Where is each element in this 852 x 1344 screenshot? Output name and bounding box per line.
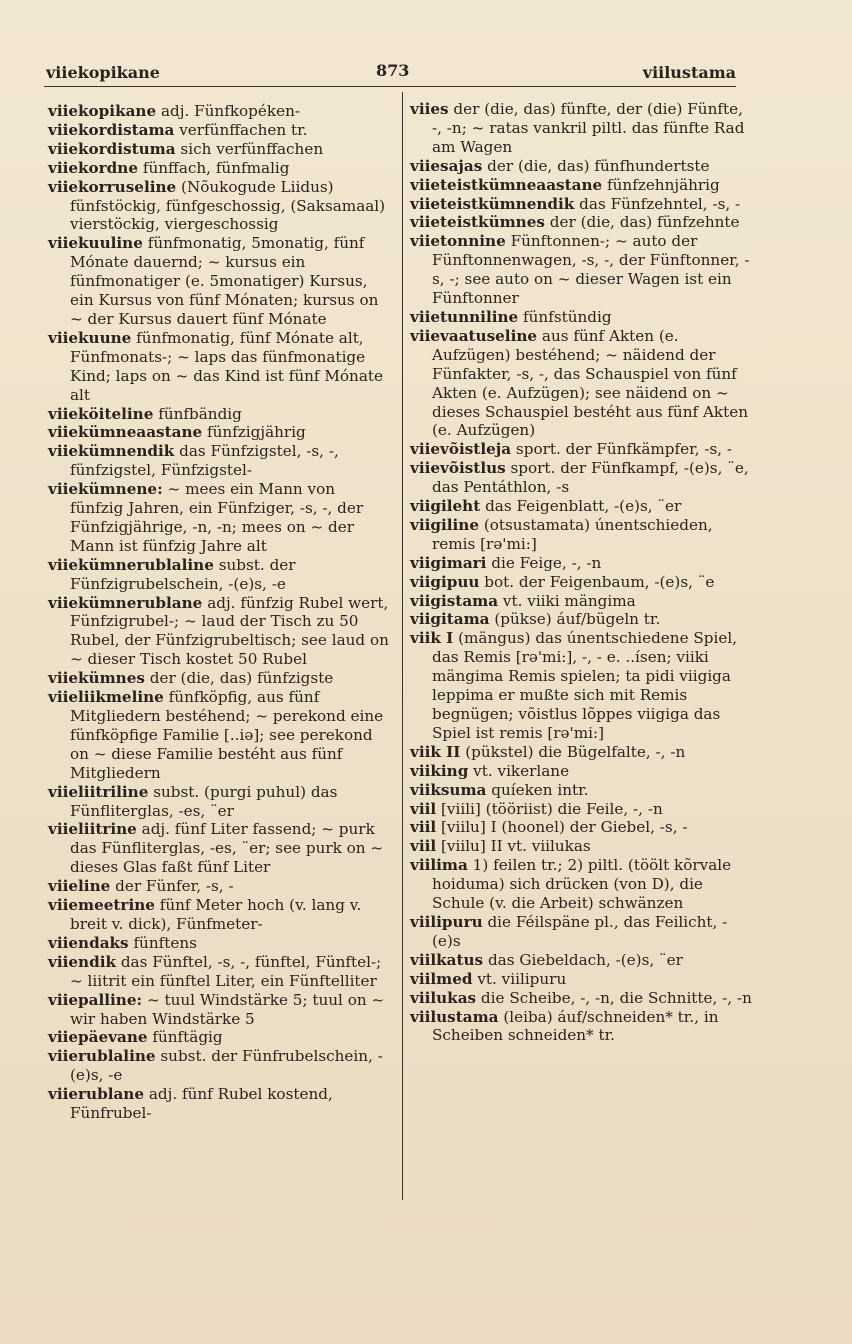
entry-definition: vt. viilipuru [477,969,567,988]
left-guide-word: viiekopikane [46,63,160,82]
entry-definition: fünfmonatig, 5monatig, fünf Mónate dauernd; ~ kursus ein fünfmonatiger (e. 5monatiger) Kursus, ein Kursus von fünf Mónaten; kursus on ~ der Kursus dauert fünf Mónate [70,234,379,328]
entry-definition: bot. der Feigenbaum, -(e)s, ¨e [484,572,715,591]
entry-headword: viigiline [410,515,479,534]
entry-definition: der (die, das) fünfte, der (die) Fünfte, -, -n; ~ ratas vankril piltl. das fünfte Rad am Wagen [432,100,745,156]
entry-definition: fünfstündig [523,307,612,326]
dictionary-entry [410,327,752,440]
dictionary-entry [410,176,752,195]
entry-headword: viieliitriline [48,782,149,801]
entry-headword: viiekümnes [48,669,145,688]
entry-definition: sport. der Fünfkämpfer, -s, - [515,440,733,459]
left-column [48,102,390,1123]
entry-headword: viigitama [410,610,490,629]
entry-headword: viieköiteline [48,404,154,423]
entry-headword: viietonnine [410,232,506,251]
dictionary-entry [410,308,752,327]
dictionary-entry [48,594,390,670]
entry-headword: viierublaline [48,1047,156,1066]
entry-headword: viilmed [410,969,473,988]
entry-definition: fünfzehnjährig [607,175,720,194]
entry-definition: adj. Fünfkopéken- [160,102,300,120]
dictionary-entry [48,480,390,556]
entry-headword: viievaatuseline [410,326,538,345]
dictionary-entry [48,1085,390,1123]
dictionary-entry [48,556,390,594]
dictionary-entry [410,573,752,592]
dictionary-entry [410,629,752,742]
dictionary-entry [410,459,752,497]
entry-headword: viiemeetrine [48,896,155,915]
dictionary-entry [410,743,752,762]
dictionary-entry [48,121,390,140]
entry-headword: viil [410,837,437,856]
entry-headword: viiekümnerublane [48,593,203,612]
dictionary-entry [410,762,752,781]
entry-definition: (otsustamata) únentschieden, remis [rə'mi:] [432,515,713,553]
entry-definition: die Scheibe, -, -n, die Schnitte, -, -n [480,988,752,1007]
entry-definition: adj. fünf Liter fassend; ~ purk das Fünfliterglas, -es, ¨er; see purk on ~ dieses Glas faßt fünf Liter [70,820,384,877]
entry-definition: [viilu] I (hoonel) der Giebel, -s, - [440,818,688,837]
dictionary-entry [48,991,390,1029]
entry-definition: verfünffachen tr. [179,120,308,139]
dictionary-entry [48,102,390,121]
entry-definition: der (die, das) fünfzehnte [549,213,740,232]
entry-headword: viiepäevane [48,1028,148,1047]
entry-definition: (pükse) áuf/bügeln tr. [494,610,661,629]
entry-definition: sport. der Fünfkampf, -(e)s, ¨e, das Pentáthlon, -s [432,459,749,497]
dictionary-entry [48,1047,390,1085]
entry-definition: quíeken intr. [491,780,589,799]
entry-headword: viierublane [48,1085,145,1104]
entry-headword: viigipuu [410,572,480,591]
dictionary-entry [410,100,752,157]
dictionary-entry [48,234,390,329]
entry-definition: der (die, das) fünfzigste [149,669,334,688]
entry-definition: adj. fünfzig Rubel wert, Fünfzigrubel-; ~ laud der Tisch zu 50 Rubel, der Fünfzigrubeltisch; see laud on ~ dieser Tisch kostet 50 Rubel [70,593,389,669]
entry-definition: adj. fünf Rubel kostend, Fünfrubel- [70,1085,333,1123]
dictionary-entry [410,856,752,913]
dictionary-entry [410,951,752,970]
entry-definition: das Fünfzehntel, -s, - [579,194,741,213]
entry-definition: fünfbändig [158,404,242,423]
dictionary-entry [410,157,752,176]
entry-headword: viiekordistuma [48,139,176,158]
dictionary-entry [48,688,390,783]
entry-headword: viik I [410,629,454,648]
entry-definition: aus fünf Akten (e. Aufzügen) bestéhend; ~ näidend der Fünfakter, -s, -, das Schauspiel von fünf Akten (e. Aufzügen); see näidend on ~ dieses Schauspiel bestéht aus fünf Akten (e. Aufzügen) [432,326,748,440]
entry-definition: 1) feilen tr.; 2) piltl. (töölt kõrvale hoiduma) sich drücken (von D), die Schule (v. die Arbeit) schwänzen [432,856,732,913]
page-header [44,52,736,87]
entry-definition: die Féilspäne pl., das Feilicht, -(e)s [432,912,728,950]
dictionary-entry [48,423,390,442]
entry-headword: viies [410,100,449,118]
dictionary-entry [410,610,752,629]
entry-definition: das Feigenblatt, -(e)s, ¨er [485,497,682,516]
dictionary-entry [410,232,752,308]
column-divider [402,92,403,1200]
entry-definition: fünfköpfig, aus fünf Mitgliedern bestéhend; ~ perekond eine fünfköpfige Familie [..iə]; see perekond on ~ diese Familie bestéht aus fünf Mitgliedern [70,688,384,782]
entry-headword: viilustama [410,1007,499,1026]
right-guide-word: viilustama [642,63,736,82]
entry-headword: viik II [410,742,461,761]
entry-headword: viieteistkümneaastane [410,175,603,194]
dictionary-entry [410,440,752,459]
entry-headword: viigistama [410,591,499,610]
dictionary-entry [410,989,752,1008]
entry-definition: der Fünfer, -s, - [115,877,234,896]
entry-definition: (Nõukogude Liidus) fünfstöckig, fünfgeschossig, (Saksamaal) vierstöckig, viergeschossig [70,177,386,234]
entry-headword: viiendik [48,952,116,971]
entry-definition: (pükstel) die Bügelfalte, -, -n [465,742,686,761]
dictionary-entry [48,159,390,178]
entry-definition: vt. vikerlane [473,761,570,780]
entry-definition: das Fünftel, -s, -, fünftel, Fünftel-; ~ liitrit ein fünftel Liter, ein Fünftelliter [70,952,382,990]
entry-definition: fünfmonatig, fünf Mónate alt, Fünfmonats-; ~ laps das fünfmonatige Kind; laps on ~ das Kind ist fünf Mónate alt [70,328,383,404]
entry-definition: (mängus) das únentschiedene Spiel, das Remis [rə'mi:], -, - e. ..ísen; viiki mängima Remis spielen; ta pidi viigiga leppima er mußte sich mit Remis begnügen; võistlus lõppes viigiga das Spiel ist remis [rə'mi:] [432,629,738,742]
dictionary-entry [410,800,752,819]
entry-headword: viiekuuline [48,234,143,253]
entry-definition: ~ mees ein Mann von fünfzig Jahren, ein Fünfziger, -s, -, der Fünfzigjährige, -n, -n; mees on ~ der Mann ist fünfzig Jahre alt [70,480,364,555]
entry-definition: fünftägig [152,1028,223,1047]
right-column [410,100,752,1045]
entry-definition: sich verfünffachen [180,139,324,158]
dictionary-entry [48,896,390,934]
entry-definition: fünftens [133,933,197,952]
entry-headword: viieteistkümnes [410,213,545,232]
entry-definition: die Feige, -, -n [491,553,602,572]
dictionary-entry [410,781,752,800]
dictionary-entry [410,195,752,214]
entry-definition: der (die, das) fünfhundertste [487,156,710,175]
entry-headword: viilima [410,856,468,875]
entry-definition: vt. viiki mängima [502,591,636,610]
dictionary-entry [410,837,752,856]
entry-definition: fünffach, fünfmalig [142,158,290,177]
entry-headword: viiesajas [410,156,483,175]
dictionary-entry [410,970,752,989]
entry-definition: subst. der Fünfzigrubelschein, -(e)s, -e [70,555,296,593]
entry-headword: viiking [410,761,469,780]
dictionary-entry [410,1008,752,1046]
page-number: 873 [376,61,410,80]
dictionary-entry [410,213,752,232]
entry-definition: das Giebeldach, -(e)s, ¨er [487,950,683,969]
entry-definition: fünf Meter hoch (v. lang v. breit v. dick), Fünfmeter- [70,896,362,933]
entry-headword: viiekümnene: [48,480,163,499]
entry-headword: viiekümnendik [48,442,175,461]
entry-definition: subst. der Fünfrubelschein, -(e)s, -e [70,1047,383,1085]
dictionary-entry [410,913,752,951]
dictionary-entry [48,877,390,896]
entry-headword: viiekümneaastane [48,423,203,442]
dictionary-entry [410,497,752,516]
entry-headword: viigileht [410,497,481,516]
entry-definition: fünfzigjährig [207,423,306,442]
entry-headword: viilukas [410,988,477,1007]
dictionary-entry [410,516,752,554]
entry-headword: viiepalline: [48,990,143,1009]
entry-definition: subst. (purgi puhul) das Fünfliterglas, -es, ¨er [70,782,338,820]
dictionary-entry [410,554,752,573]
entry-headword: viieliikmeline [48,688,164,707]
entry-headword: viil [410,799,437,818]
entry-headword: viietunniline [410,307,519,326]
dictionary-entry [48,329,390,405]
entry-headword: viil [410,818,437,837]
entry-headword: viieliitrine [48,820,137,839]
dictionary-entry [48,140,390,159]
entry-definition: [viilu] II vt. viilukas [440,837,591,856]
dictionary-entry [410,592,752,611]
entry-headword: viiekordistama [48,120,175,139]
dictionary-entry [48,953,390,991]
dictionary-entry [48,669,390,688]
dictionary-entry [48,405,390,424]
entry-headword: viigimari [410,553,487,572]
dictionary-entry [48,178,390,235]
entry-definition: das Fünfzigstel, -s, -, fünfzigstel, Fünfzigstel- [70,442,339,480]
dictionary-entry [410,818,752,837]
dictionary-entry [48,934,390,953]
entry-headword: viiekordne [48,158,139,177]
entry-headword: viievõistlus [410,459,506,478]
entry-headword: viiekopikane [48,102,157,120]
dictionary-entry [48,442,390,480]
entry-headword: viilipuru [410,912,483,931]
entry-headword: viieline [48,877,111,896]
entry-definition: Fünftonnen-; ~ auto der Fünftonnenwagen, -s, -, der Fünftonner, -s, -; see auto on ~ dieser Wagen ist ein Fünftonner [432,232,750,308]
entry-definition: ~ tuul Windstärke 5; tuul on ~ wir haben Windstärke 5 [70,990,385,1028]
dictionary-entry [48,1028,390,1047]
entry-definition: (leiba) áuf/schneiden* tr., in Scheiben schneiden* tr. [432,1007,719,1045]
entry-headword: viiksuma [410,780,487,799]
entry-headword: viievõistleja [410,440,512,459]
entry-headword: viiendaks [48,933,129,952]
entry-headword: viiekorruseline [48,177,177,196]
entry-headword: viiekümnerublaline [48,555,214,574]
dictionary-entry [48,820,390,877]
entry-headword: viieteistkümnendik [410,194,575,213]
dictionary-entry [48,783,390,821]
entry-headword: viiekuune [48,328,132,347]
entry-headword: viilkatus [410,950,484,969]
entry-definition: [viili] (tööriist) die Feile, -, -n [440,799,663,818]
